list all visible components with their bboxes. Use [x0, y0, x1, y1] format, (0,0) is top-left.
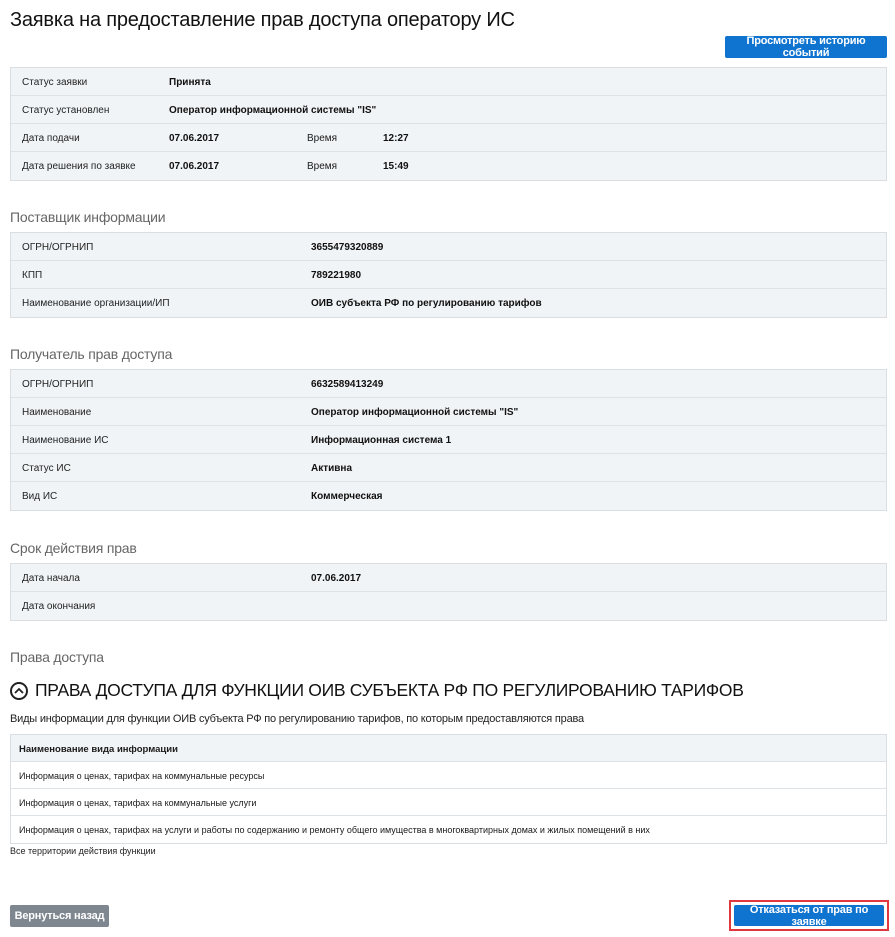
- submit-date-value: 07.06.2017: [169, 133, 220, 144]
- table-row: [11, 816, 886, 843]
- table-row: [11, 789, 886, 816]
- recipient-name-label: Наименование: [22, 407, 92, 418]
- recipient-is-type-label: Вид ИС: [22, 491, 58, 502]
- decision-date-row: [11, 152, 886, 180]
- decision-date-label: Дата решения по заявке: [22, 161, 136, 172]
- recipient-is-name-label: Наименование ИС: [22, 435, 109, 446]
- table-header-cell: Наименование вида информации: [19, 744, 178, 755]
- recipient-ogrn-row: [11, 370, 886, 398]
- supplier-panel: [10, 232, 887, 318]
- validity-panel: [10, 563, 887, 621]
- submit-time-label: Время: [307, 133, 338, 144]
- status-value: Принята: [169, 77, 211, 88]
- table-cell: Информация о ценах, тарифах на коммунальные ресурсы: [19, 771, 265, 781]
- supplier-ogrn-value: 3655479320889: [311, 242, 384, 253]
- recipient-ogrn-value: 6632589413249: [311, 379, 384, 390]
- territory-note: Все территории действия функции: [10, 846, 156, 856]
- status-set-by-row: [11, 96, 886, 124]
- status-row: [11, 68, 886, 96]
- rights-table: [10, 734, 887, 844]
- view-history-button[interactable]: Просмотреть историю событий: [725, 36, 887, 58]
- recipient-is-name-value: Информационная система 1: [311, 435, 452, 446]
- recipient-name-value: Оператор информационной системы "IS": [311, 407, 519, 418]
- decision-time-label: Время: [307, 161, 338, 172]
- supplier-name-value: ОИВ субъекта РФ по регулированию тарифов: [311, 298, 542, 309]
- table-cell: Информация о ценах, тарифах на услуги и работы по содержанию и ремонту общего имущества в многоквартирных домах и жилых помещений в них: [19, 825, 650, 835]
- supplier-kpp-label: КПП: [22, 270, 43, 281]
- validity-start-value: 07.06.2017: [311, 573, 362, 584]
- validity-start-row: [11, 564, 886, 592]
- status-set-by-label: Статус установлен: [22, 105, 110, 116]
- table-cell: Информация о ценах, тарифах на коммунальные услуги: [19, 798, 257, 808]
- recipient-is-status-value: Активна: [311, 463, 353, 474]
- rights-group-title: ПРАВА ДОСТУПА ДЛЯ ФУНКЦИИ ОИВ СУБЪЕКТА РФ ПО РЕГУЛИРОВАНИЮ ТАРИФОВ: [35, 680, 744, 700]
- validity-end-row: [11, 592, 886, 620]
- recipient-is-name-row: [11, 426, 886, 454]
- recipient-panel: [10, 369, 887, 511]
- validity-section-title: Срок действия прав: [10, 540, 137, 556]
- recipient-is-status-label: Статус ИС: [22, 463, 71, 474]
- submit-date-label: Дата подачи: [22, 133, 80, 144]
- supplier-kpp-row: [11, 261, 886, 289]
- decision-time-value: 15:49: [383, 161, 409, 172]
- supplier-section-title: Поставщик информации: [10, 209, 166, 225]
- decision-date-value: 07.06.2017: [169, 161, 220, 172]
- supplier-name-row: [11, 289, 886, 317]
- supplier-ogrn-row: [11, 233, 886, 261]
- validity-end-label: Дата окончания: [22, 601, 96, 612]
- table-row: [11, 762, 886, 789]
- recipient-is-status-row: [11, 454, 886, 482]
- page-title: Заявка на предоставление прав доступа оператору ИС: [10, 9, 515, 31]
- chevron-up-circle-icon[interactable]: [10, 682, 28, 700]
- refuse-rights-button[interactable]: Отказаться от прав по заявке: [734, 905, 884, 926]
- recipient-section-title: Получатель прав доступа: [10, 346, 173, 362]
- supplier-kpp-value: 789221980: [311, 270, 362, 281]
- submit-date-row: [11, 124, 886, 152]
- refuse-button-highlight: [729, 900, 889, 931]
- table-header: [11, 735, 886, 762]
- status-panel: [10, 67, 887, 181]
- submit-time-value: 12:27: [383, 133, 409, 144]
- rights-description: Виды информации для функции ОИВ субъекта РФ по регулированию тарифов, по которым предоставляются права: [10, 713, 584, 725]
- status-set-by-value: Оператор информационной системы "IS": [169, 105, 377, 116]
- validity-start-label: Дата начала: [22, 573, 80, 584]
- supplier-name-label: Наименование организации/ИП: [22, 298, 170, 309]
- rights-group-header[interactable]: [10, 680, 744, 701]
- rights-section-title: Права доступа: [10, 649, 104, 665]
- supplier-ogrn-label: ОГРН/ОГРНИП: [22, 242, 94, 253]
- recipient-is-type-value: Коммерческая: [311, 491, 383, 502]
- recipient-ogrn-label: ОГРН/ОГРНИП: [22, 379, 94, 390]
- recipient-name-row: [11, 398, 886, 426]
- status-label: Статус заявки: [22, 77, 88, 88]
- back-button[interactable]: Вернуться назад: [10, 905, 109, 927]
- recipient-is-type-row: [11, 482, 886, 510]
